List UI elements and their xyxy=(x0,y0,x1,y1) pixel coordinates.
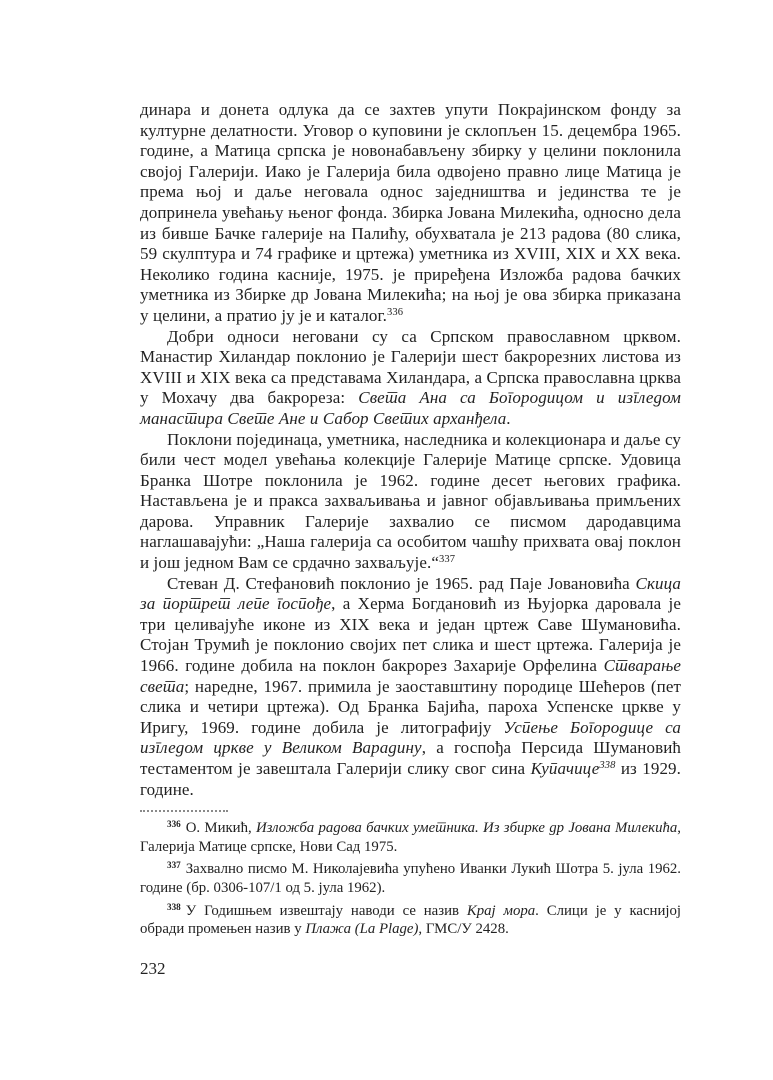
footnote-text: Захвално писмо М. Николајевића упућено Иванки Лукић Шотра 5. јула 1962. године (бр. 0306-107/1 од 5. јула 1962). xyxy=(140,861,681,896)
body-paragraph-2: Добри односи неговани су са Српском православном црквом. Манастир Хиландар поклонио је Галерији шест бакрорезних листова из XVIII и XIX века са представама Хиландара, а Српска православна црква у Мохачу два бакрореза: Света Ана са Богородицом и изгледом манастира Свете Ане и Сабор Светих арханђела. xyxy=(140,326,681,428)
body-paragraph-4: Стеван Д. Стефановић поклонио је 1965. рад Паје Јовановића Скица за портрет лепе госпође, а Херма Богдановић из Њујорка даровала је три целивајуће иконе из XIX века и један цртеж Саве Шумановића. Стојан Трумић је поклонио својих пет слика и шест цртежа. Галерија је 1966. године добила на поклон бакрорез Захарије Орфелина Стварање света; наредне, 1967. примила је заоставштину породице Шећеров (пет слика и четири цртежа). Од Бранка Бајића, пароха Успенске цркве у Иригу, 1969. године добила је литографију Успење Богородице са изгледом цркве у Великом Варадину, а госпођа Персида Шумановић тестаментом је завештала Галерији слику свог сина Купачице$^{338}$ из 1929. године. xyxy=(140,573,682,799)
footnote-338 xyxy=(140,902,681,939)
footnotes-section xyxy=(140,819,681,939)
footnote-337 xyxy=(140,860,681,897)
footnote-marker: 338 xyxy=(167,901,181,912)
footnote-text: О. Микић, Изложба радова бачких уметника. Из збирке др Јована Милекића, Галерија Матице српске, Нови Сад 1975. xyxy=(140,820,681,855)
text-block xyxy=(140,100,681,979)
footnote-marker: 336 xyxy=(167,819,181,830)
body-paragraph-1: динара и донета одлука да се захтев упути Покрајинском фонду за културне делатности. Уговор о куповини је склопљен 15. децембра 1965. године, а Матица српска је новонабављену збирку у целини поклонила својој Галерији. Иако је Галерија била одвојено правно лице Матица је према њој и даље неговала однос заједништва и јединства те је допринела увећању њеног фонда. Збирка Јована Милекића, односно дела из бивше Бачке галерије на Палићу, обухватала је 213 радова (80 слика, 59 скулптура и 74 графике и цртежа) уметника из XVIII, XIX и XX века. Неколико година касније, 1975. је приређена Изложба радова бачких уметника из Збирке др Јована Милекића; на њој је ова збирка приказана у целини, а пратио ју је и каталог.$^{336}$ xyxy=(140,100,681,325)
footnote-336 xyxy=(140,819,681,856)
footnote-separator xyxy=(140,810,228,812)
footnote-text: У Годишњем извештају наводи се назив Крај мора. Слици је у каснијој обради промењен назив у Плажа (La Plage), ГМС/У 2428. xyxy=(140,902,682,938)
footnote-marker: 337 xyxy=(167,860,181,871)
page-number: 232 xyxy=(140,958,166,978)
body-paragraph-3: Поклони појединаца, уметника, наследника и колекционара и даље су били чест модел увећања колекције Галерије Матице српске. Удовица Бранка Шотре поклонила је 1962. године десет његових графика. Настављена је и пракса захваљивања и јавног објављивања примљених дарова. Управник Галерије захвалио се писмом дародавцима наглашавајући: „Наша галерија са особитом чашћу прихвата овај поклон и још једном Вам се срдачно захваљује.“$^{337}$ xyxy=(140,429,681,573)
